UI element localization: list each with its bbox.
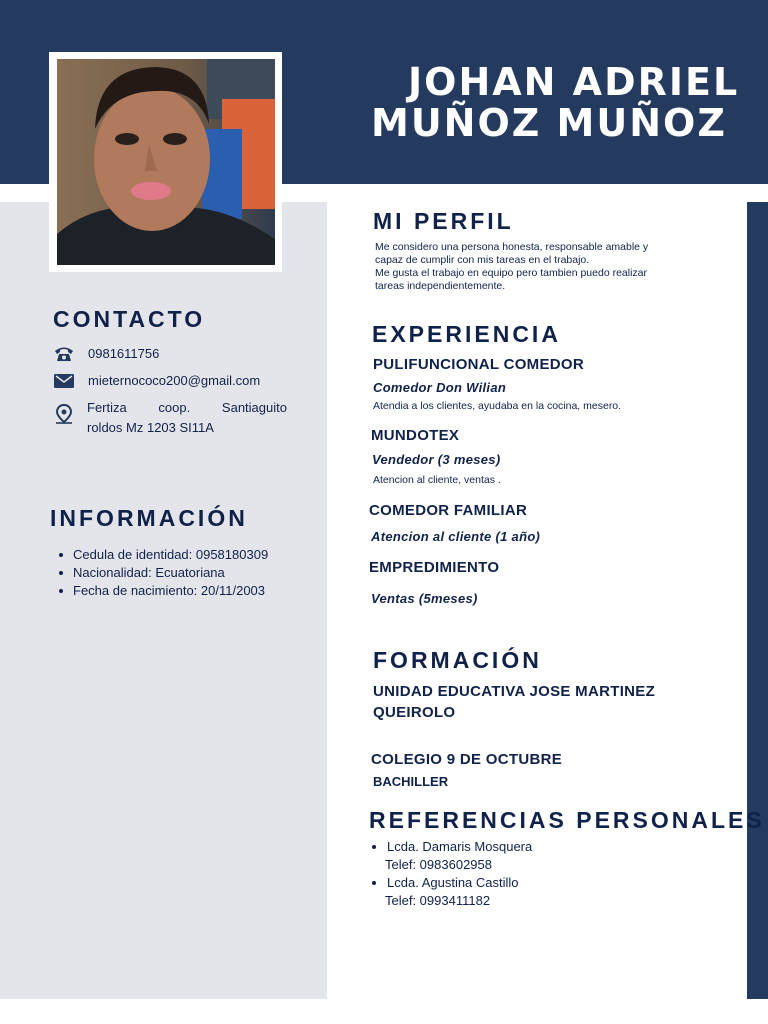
experience-title: EXPERIENCIA: [372, 321, 561, 347]
job-desc: Atendia a los clientes, ayudaba en la cocina, mesero.: [373, 400, 622, 412]
name-line-2: MUÑOZ MUÑOZ: [371, 101, 727, 145]
profile-text: [375, 241, 705, 293]
job-role: Ventas (5meses): [371, 591, 478, 606]
job-company: MUNDOTEX: [371, 427, 460, 444]
job-role: Comedor Don Wilian: [373, 380, 507, 395]
education-title: FORMACIÓN: [373, 647, 542, 673]
location-pin-icon: [53, 403, 75, 425]
job-company: PULIFUNCIONAL COMEDOR: [373, 356, 585, 373]
profile-line: tareas independientemente.: [375, 280, 506, 292]
job-company: EMPREDIMIENTO: [369, 559, 500, 576]
reference-phone: Telef: 0983602958: [385, 857, 492, 872]
reference-name: Lcda. Damaris Mosquera: [387, 839, 533, 854]
contact-email[interactable]: mieternococo200@gmail.com: [88, 373, 261, 388]
address-line-1: [87, 400, 287, 415]
profile-line: Me considero una persona honesta, responsable amable y: [375, 241, 649, 253]
address-word: coop.: [158, 400, 191, 415]
info-item: Fecha de nacimiento: 20/11/2003: [53, 582, 268, 600]
job-role: Atencion al cliente (1 año): [371, 529, 541, 544]
info-item: Cedula de identidad: 0958180309: [53, 546, 268, 564]
job-company: COMEDOR FAMILIAR: [369, 502, 528, 519]
address-word: Santiaguito: [221, 400, 287, 415]
references-title: REFERENCIAS PERSONALES: [369, 807, 765, 833]
job-role: Vendedor (3 meses): [372, 452, 501, 467]
info-list: [53, 546, 268, 600]
job-desc: Atencion al cliente, ventas .: [373, 474, 501, 486]
school-name-line-2: QUEIROLO: [373, 704, 456, 721]
profile-title: MI PERFIL: [373, 208, 514, 234]
contact-title: CONTACTO: [53, 306, 206, 332]
reference-name: Lcda. Agustina Castillo: [387, 875, 519, 890]
info-item: Nacionalidad: Ecuatoriana: [53, 564, 268, 582]
name-line-1: JOHAN ADRIEL: [408, 60, 740, 104]
info-title: INFORMACIÓN: [50, 505, 248, 531]
profile-line: capaz de cumplir con mis tareas en el trabajo.: [375, 254, 590, 266]
address-line-2: roldos Mz 1203 SI11A: [87, 420, 214, 435]
profile-line: Me gusta el trabajo en equipo pero tambien puedo realizar: [375, 267, 648, 279]
school-name-line-1: UNIDAD EDUCATIVA JOSE MARTINEZ: [373, 683, 656, 700]
reference-item: [369, 874, 532, 910]
school-degree: BACHILLER: [373, 774, 449, 789]
address-word: Fertiza: [87, 400, 127, 415]
contact-phone[interactable]: 0981611756: [88, 346, 160, 361]
profile-photo: [57, 59, 275, 265]
school-name: COLEGIO 9 DE OCTUBRE: [371, 751, 563, 768]
right-accent-bar: [747, 202, 768, 999]
references-list: [369, 838, 532, 910]
phone-icon: [53, 345, 75, 363]
reference-phone: Telef: 0993411182: [385, 893, 491, 908]
reference-item: [369, 838, 532, 874]
contact-address: [87, 400, 287, 435]
mail-icon: [53, 372, 75, 390]
